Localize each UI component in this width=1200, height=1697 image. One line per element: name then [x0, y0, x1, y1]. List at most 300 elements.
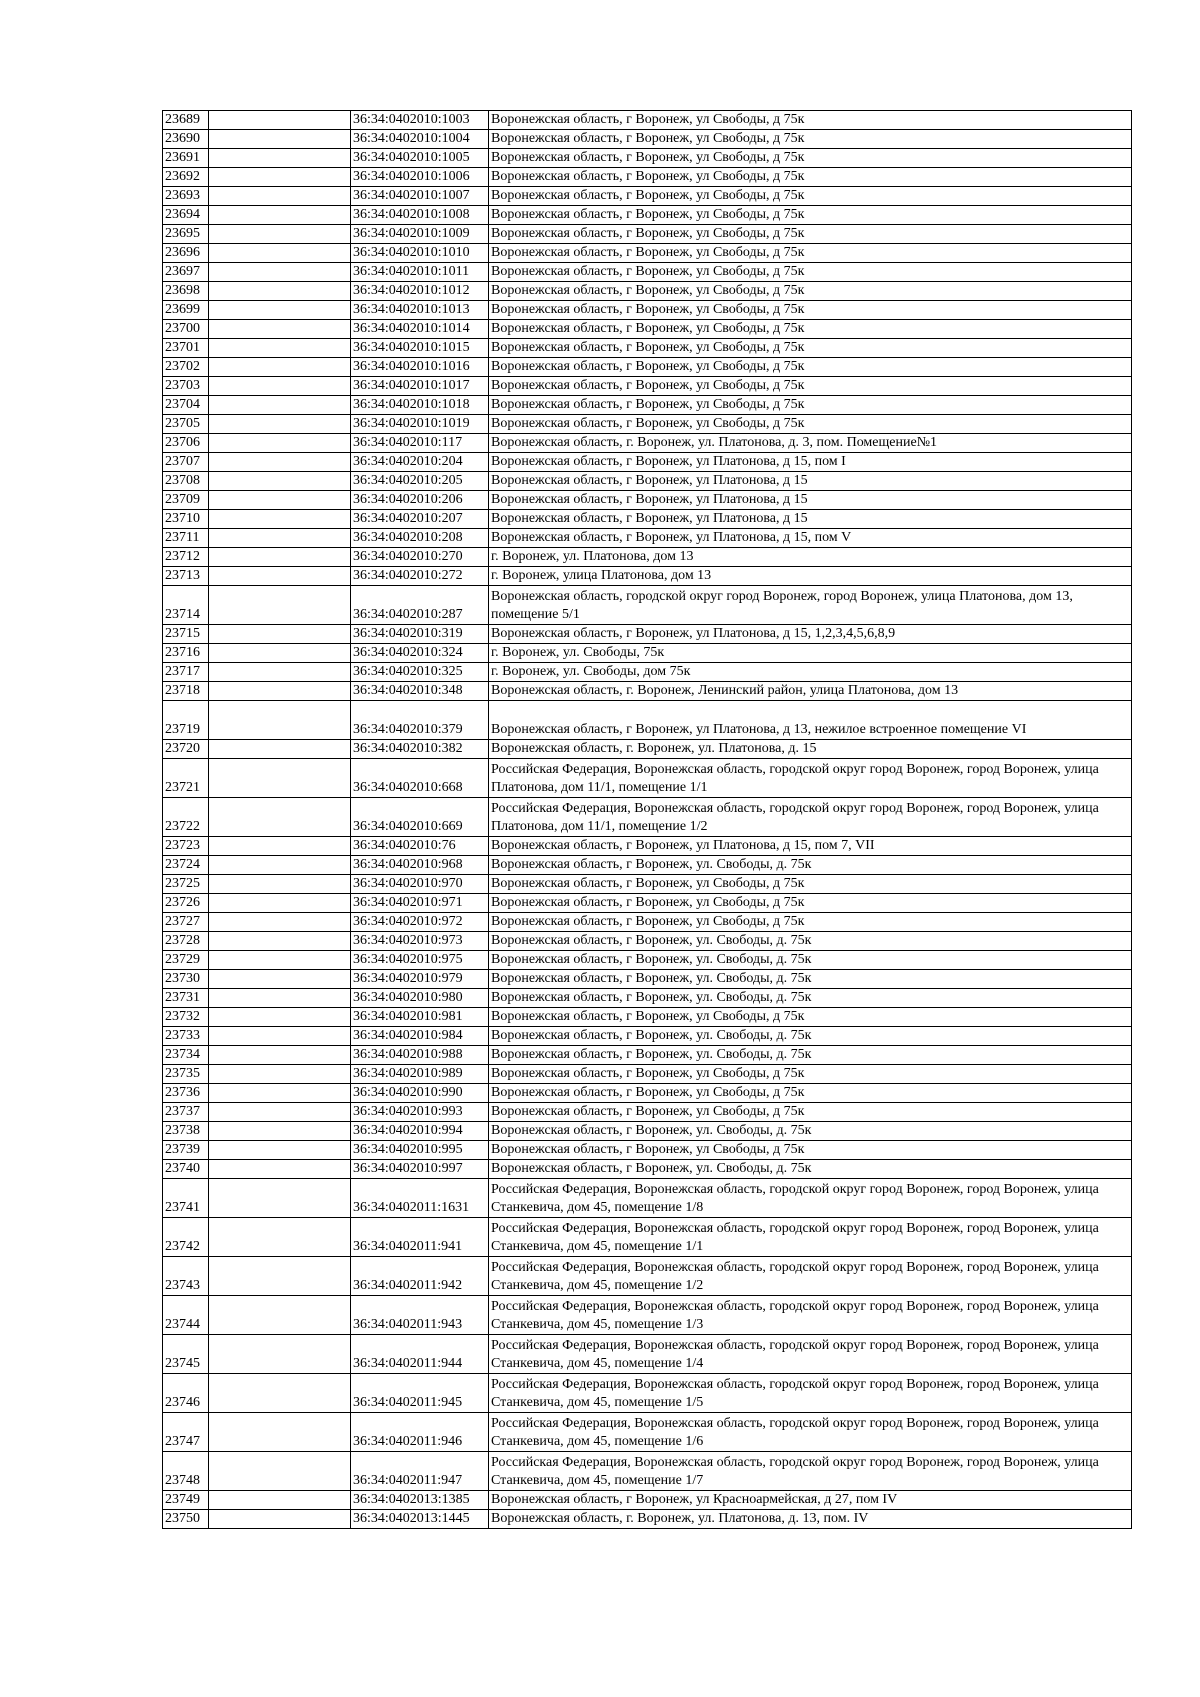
table-row	[163, 510, 1132, 529]
address-cell: Воронежская область, г Воронеж, ул Свободы, д 75к	[489, 244, 1132, 263]
empty-cell	[209, 970, 351, 989]
empty-cell	[209, 415, 351, 434]
address-cell: Воронежская область, г Воронеж, ул Свободы, д 75к	[489, 358, 1132, 377]
cadastral-number-cell: 36:34:0402010:325	[351, 663, 489, 682]
address-cell: Российская Федерация, Воронежская область, городской округ город Воронеж, город Воронеж, улица Станкевича, дом 45, помещение 1/4	[489, 1335, 1132, 1374]
table-row	[163, 1335, 1132, 1374]
cadastral-number-cell: 36:34:0402010:980	[351, 989, 489, 1008]
row-number-cell: 23734	[163, 1046, 209, 1065]
cadastral-number-cell: 36:34:0402010:1013	[351, 301, 489, 320]
cadastral-number-cell: 36:34:0402010:205	[351, 472, 489, 491]
empty-cell	[209, 701, 351, 740]
address-cell: Воронежская область, г Воронеж, ул. Свободы, д. 75к	[489, 989, 1132, 1008]
address-cell: Воронежская область, г Воронеж, ул Свободы, д 75к	[489, 130, 1132, 149]
address-cell: Воронежская область, г Воронеж, ул Свободы, д 75к	[489, 396, 1132, 415]
empty-cell	[209, 282, 351, 301]
row-number-cell: 23710	[163, 510, 209, 529]
cadastral-number-cell: 36:34:0402013:1385	[351, 1491, 489, 1510]
cadastral-number-cell: 36:34:0402010:1004	[351, 130, 489, 149]
cadastral-number-cell: 36:34:0402010:1006	[351, 168, 489, 187]
address-cell: Воронежская область, г. Воронеж, Ленинский район, улица Платонова, дом 13	[489, 682, 1132, 701]
cadastral-number-cell: 36:34:0402010:1017	[351, 377, 489, 396]
address-cell: Воронежская область, г Воронеж, ул Платонова, д 15, пом I	[489, 453, 1132, 472]
address-cell: Воронежская область, г Воронеж, ул. Свободы, д. 75к	[489, 856, 1132, 875]
address-cell: Воронежская область, г Воронеж, ул Свободы, д 75к	[489, 301, 1132, 320]
empty-cell	[209, 1452, 351, 1491]
empty-cell	[209, 1218, 351, 1257]
table-row	[163, 1103, 1132, 1122]
empty-cell	[209, 1296, 351, 1335]
table-row	[163, 415, 1132, 434]
address-cell: Воронежская область, городской округ город Воронеж, город Воронеж, улица Платонова, дом 13, помещение 5/1	[489, 586, 1132, 625]
row-number-cell: 23732	[163, 1008, 209, 1027]
address-cell: г. Воронеж, ул. Платонова, дом 13	[489, 548, 1132, 567]
row-number-cell: 23707	[163, 453, 209, 472]
row-number-cell: 23722	[163, 798, 209, 837]
cadastral-number-cell: 36:34:0402010:669	[351, 798, 489, 837]
address-cell: Российская Федерация, Воронежская область, городской округ город Воронеж, город Воронеж, улица Платонова, дом 11/1, помещение 1/1	[489, 759, 1132, 798]
empty-cell	[209, 1046, 351, 1065]
address-cell: Воронежская область, г Воронеж, ул Свободы, д 75к	[489, 225, 1132, 244]
table-row	[163, 1413, 1132, 1452]
cadastral-number-cell: 36:34:0402011:941	[351, 1218, 489, 1257]
table-row	[163, 682, 1132, 701]
cadastral-number-cell: 36:34:0402010:971	[351, 894, 489, 913]
table-row	[163, 149, 1132, 168]
address-cell: Воронежская область, г Воронеж, ул Свободы, д 75к	[489, 339, 1132, 358]
empty-cell	[209, 472, 351, 491]
row-number-cell: 23746	[163, 1374, 209, 1413]
address-cell: Воронежская область, г Воронеж, ул. Свободы, д. 75к	[489, 1122, 1132, 1141]
empty-cell	[209, 1510, 351, 1529]
address-cell: Российская Федерация, Воронежская область, городской округ город Воронеж, город Воронеж, улица Станкевича, дом 45, помещение 1/6	[489, 1413, 1132, 1452]
address-cell: Воронежская область, г Воронеж, ул Свободы, д 75к	[489, 377, 1132, 396]
row-number-cell: 23702	[163, 358, 209, 377]
row-number-cell: 23719	[163, 701, 209, 740]
empty-cell	[209, 358, 351, 377]
empty-cell	[209, 1257, 351, 1296]
address-cell: Воронежская область, г Воронеж, ул Платонова, д 15, 1,2,3,4,5,6,8,9	[489, 625, 1132, 644]
empty-cell	[209, 206, 351, 225]
row-number-cell: 23693	[163, 187, 209, 206]
empty-cell	[209, 567, 351, 586]
address-cell: Воронежская область, г Воронеж, ул Свободы, д 75к	[489, 415, 1132, 434]
cadastral-number-cell: 36:34:0402010:973	[351, 932, 489, 951]
address-cell: Воронежская область, г Воронеж, ул Свободы, д 75к	[489, 320, 1132, 339]
empty-cell	[209, 837, 351, 856]
row-number-cell: 23726	[163, 894, 209, 913]
table-row	[163, 875, 1132, 894]
empty-cell	[209, 1084, 351, 1103]
cadastral-number-cell: 36:34:0402010:1009	[351, 225, 489, 244]
row-number-cell: 23694	[163, 206, 209, 225]
cadastral-number-cell: 36:34:0402010:1008	[351, 206, 489, 225]
registry-table	[162, 110, 1132, 1529]
address-cell: Воронежская область, г Воронеж, ул Свободы, д 75к	[489, 875, 1132, 894]
row-number-cell: 23692	[163, 168, 209, 187]
cadastral-number-cell: 36:34:0402010:968	[351, 856, 489, 875]
cadastral-number-cell: 36:34:0402010:1007	[351, 187, 489, 206]
address-cell: Воронежская область, г Воронеж, ул Платонова, д 15	[489, 510, 1132, 529]
row-number-cell: 23701	[163, 339, 209, 358]
table-row	[163, 206, 1132, 225]
row-number-cell: 23696	[163, 244, 209, 263]
cadastral-number-cell: 36:34:0402011:944	[351, 1335, 489, 1374]
empty-cell	[209, 932, 351, 951]
table-row	[163, 567, 1132, 586]
row-number-cell: 23729	[163, 951, 209, 970]
empty-cell	[209, 1141, 351, 1160]
empty-cell	[209, 225, 351, 244]
empty-cell	[209, 510, 351, 529]
table-row	[163, 225, 1132, 244]
cadastral-number-cell: 36:34:0402011:943	[351, 1296, 489, 1335]
row-number-cell: 23736	[163, 1084, 209, 1103]
address-cell: Воронежская область, г Воронеж, ул Свободы, д 75к	[489, 187, 1132, 206]
cadastral-number-cell: 36:34:0402010:382	[351, 740, 489, 759]
cadastral-number-cell: 36:34:0402010:208	[351, 529, 489, 548]
empty-cell	[209, 644, 351, 663]
row-number-cell: 23745	[163, 1335, 209, 1374]
table-row	[163, 856, 1132, 875]
row-number-cell: 23737	[163, 1103, 209, 1122]
cadastral-number-cell: 36:34:0402010:970	[351, 875, 489, 894]
table-row	[163, 1218, 1132, 1257]
table-row	[163, 837, 1132, 856]
address-cell: Воронежская область, г Воронеж, ул Свободы, д 75к	[489, 168, 1132, 187]
empty-cell	[209, 111, 351, 130]
address-cell: Воронежская область, г Воронеж, ул. Свободы, д. 75к	[489, 932, 1132, 951]
table-row	[163, 377, 1132, 396]
table-row	[163, 1065, 1132, 1084]
cadastral-number-cell: 36:34:0402010:994	[351, 1122, 489, 1141]
address-cell: Воронежская область, г Воронеж, ул. Свободы, д. 75к	[489, 951, 1132, 970]
empty-cell	[209, 875, 351, 894]
cadastral-number-cell: 36:34:0402013:1445	[351, 1510, 489, 1529]
empty-cell	[209, 301, 351, 320]
cadastral-number-cell: 36:34:0402010:207	[351, 510, 489, 529]
cadastral-number-cell: 36:34:0402010:995	[351, 1141, 489, 1160]
table-row	[163, 1257, 1132, 1296]
table-row	[163, 168, 1132, 187]
cadastral-number-cell: 36:34:0402010:324	[351, 644, 489, 663]
row-number-cell: 23689	[163, 111, 209, 130]
cadastral-number-cell: 36:34:0402010:668	[351, 759, 489, 798]
row-number-cell: 23691	[163, 149, 209, 168]
table-row	[163, 548, 1132, 567]
table-row	[163, 301, 1132, 320]
table-row	[163, 1160, 1132, 1179]
row-number-cell: 23749	[163, 1491, 209, 1510]
table-row	[163, 1122, 1132, 1141]
address-cell: Воронежская область, г Воронеж, ул Свободы, д 75к	[489, 913, 1132, 932]
cadastral-number-cell: 36:34:0402010:989	[351, 1065, 489, 1084]
empty-cell	[209, 529, 351, 548]
empty-cell	[209, 913, 351, 932]
row-number-cell: 23747	[163, 1413, 209, 1452]
cadastral-number-cell: 36:34:0402010:287	[351, 586, 489, 625]
table-row	[163, 759, 1132, 798]
address-cell: Российская Федерация, Воронежская область, городской округ город Воронеж, город Воронеж, улица Станкевича, дом 45, помещение 1/8	[489, 1179, 1132, 1218]
address-cell: Российская Федерация, Воронежская область, городской округ город Воронеж, город Воронеж, улица Станкевича, дом 45, помещение 1/1	[489, 1218, 1132, 1257]
address-cell: Воронежская область, г Воронеж, ул Свободы, д 75к	[489, 111, 1132, 130]
cadastral-number-cell: 36:34:0402010:1019	[351, 415, 489, 434]
row-number-cell: 23714	[163, 586, 209, 625]
table-row	[163, 130, 1132, 149]
address-cell: г. Воронеж, ул. Свободы, дом 75к	[489, 663, 1132, 682]
cadastral-number-cell: 36:34:0402010:988	[351, 1046, 489, 1065]
table-row	[163, 951, 1132, 970]
address-cell: Воронежская область, г Воронеж, ул. Свободы, д. 75к	[489, 1027, 1132, 1046]
empty-cell	[209, 149, 351, 168]
table-row	[163, 187, 1132, 206]
address-cell: Воронежская область, г Воронеж, ул Свободы, д 75к	[489, 149, 1132, 168]
table-row	[163, 263, 1132, 282]
empty-cell	[209, 798, 351, 837]
empty-cell	[209, 1335, 351, 1374]
empty-cell	[209, 1179, 351, 1218]
cadastral-number-cell: 36:34:0402010:997	[351, 1160, 489, 1179]
table-row	[163, 644, 1132, 663]
table-row	[163, 1452, 1132, 1491]
row-number-cell: 23695	[163, 225, 209, 244]
empty-cell	[209, 894, 351, 913]
cadastral-number-cell: 36:34:0402010:270	[351, 548, 489, 567]
row-number-cell: 23690	[163, 130, 209, 149]
row-number-cell: 23724	[163, 856, 209, 875]
row-number-cell: 23750	[163, 1510, 209, 1529]
row-number-cell: 23712	[163, 548, 209, 567]
table-row	[163, 1510, 1132, 1529]
table-row	[163, 913, 1132, 932]
row-number-cell: 23723	[163, 837, 209, 856]
table-row	[163, 320, 1132, 339]
cadastral-number-cell: 36:34:0402010:975	[351, 951, 489, 970]
empty-cell	[209, 187, 351, 206]
empty-cell	[209, 1008, 351, 1027]
table-row	[163, 970, 1132, 989]
row-number-cell: 23744	[163, 1296, 209, 1335]
table-row	[163, 701, 1132, 740]
row-number-cell: 23743	[163, 1257, 209, 1296]
cadastral-number-cell: 36:34:0402010:206	[351, 491, 489, 510]
cadastral-number-cell: 36:34:0402010:979	[351, 970, 489, 989]
empty-cell	[209, 1122, 351, 1141]
row-number-cell: 23739	[163, 1141, 209, 1160]
cadastral-number-cell: 36:34:0402010:990	[351, 1084, 489, 1103]
row-number-cell: 23715	[163, 625, 209, 644]
empty-cell	[209, 491, 351, 510]
table-row	[163, 472, 1132, 491]
address-cell: Воронежская область, г Воронеж, ул Платонова, д 15, пом 7, VII	[489, 837, 1132, 856]
row-number-cell: 23720	[163, 740, 209, 759]
row-number-cell: 23733	[163, 1027, 209, 1046]
empty-cell	[209, 244, 351, 263]
table-row	[163, 1141, 1132, 1160]
table-row	[163, 663, 1132, 682]
address-cell: Воронежская область, г Воронеж, ул Свободы, д 75к	[489, 1008, 1132, 1027]
empty-cell	[209, 1491, 351, 1510]
table-row	[163, 453, 1132, 472]
cadastral-number-cell: 36:34:0402010:76	[351, 837, 489, 856]
table-row	[163, 1046, 1132, 1065]
table-row	[163, 434, 1132, 453]
empty-cell	[209, 339, 351, 358]
empty-cell	[209, 1160, 351, 1179]
cadastral-number-cell: 36:34:0402010:981	[351, 1008, 489, 1027]
empty-cell	[209, 1374, 351, 1413]
table-row	[163, 244, 1132, 263]
address-cell: г. Воронеж, ул. Свободы, 75к	[489, 644, 1132, 663]
cadastral-number-cell: 36:34:0402010:117	[351, 434, 489, 453]
address-cell: Воронежская область, г Воронеж, ул Свободы, д 75к	[489, 206, 1132, 225]
row-number-cell: 23742	[163, 1218, 209, 1257]
row-number-cell: 23706	[163, 434, 209, 453]
row-number-cell: 23730	[163, 970, 209, 989]
empty-cell	[209, 1027, 351, 1046]
row-number-cell: 23738	[163, 1122, 209, 1141]
cadastral-number-cell: 36:34:0402011:942	[351, 1257, 489, 1296]
row-number-cell: 23703	[163, 377, 209, 396]
cadastral-number-cell: 36:34:0402010:1003	[351, 111, 489, 130]
row-number-cell: 23741	[163, 1179, 209, 1218]
row-number-cell: 23748	[163, 1452, 209, 1491]
table-row	[163, 1491, 1132, 1510]
row-number-cell: 23735	[163, 1065, 209, 1084]
address-cell: г. Воронеж, улица Платонова, дом 13	[489, 567, 1132, 586]
table-row	[163, 282, 1132, 301]
cadastral-number-cell: 36:34:0402010:1016	[351, 358, 489, 377]
address-cell: Российская Федерация, Воронежская область, городской округ город Воронеж, город Воронеж, улица Платонова, дом 11/1, помещение 1/2	[489, 798, 1132, 837]
empty-cell	[209, 625, 351, 644]
table-row	[163, 740, 1132, 759]
address-cell: Воронежская область, г Воронеж, ул Свободы, д 75к	[489, 894, 1132, 913]
empty-cell	[209, 396, 351, 415]
address-cell: Российская Федерация, Воронежская область, городской округ город Воронеж, город Воронеж, улица Станкевича, дом 45, помещение 1/5	[489, 1374, 1132, 1413]
row-number-cell: 23709	[163, 491, 209, 510]
row-number-cell: 23705	[163, 415, 209, 434]
row-number-cell: 23697	[163, 263, 209, 282]
address-cell: Воронежская область, г Воронеж, ул. Свободы, д. 75к	[489, 1046, 1132, 1065]
cadastral-number-cell: 36:34:0402011:1631	[351, 1179, 489, 1218]
row-number-cell: 23700	[163, 320, 209, 339]
row-number-cell: 23699	[163, 301, 209, 320]
row-number-cell: 23711	[163, 529, 209, 548]
table-row	[163, 625, 1132, 644]
table-row	[163, 1296, 1132, 1335]
table-row	[163, 894, 1132, 913]
row-number-cell: 23740	[163, 1160, 209, 1179]
table-row	[163, 1084, 1132, 1103]
empty-cell	[209, 682, 351, 701]
address-cell: Воронежская область, г Воронеж, ул Платонова, д 15	[489, 491, 1132, 510]
empty-cell	[209, 989, 351, 1008]
address-cell: Воронежская область, г. Воронеж, ул. Платонова, д. 15	[489, 740, 1132, 759]
row-number-cell: 23727	[163, 913, 209, 932]
empty-cell	[209, 453, 351, 472]
address-cell: Воронежская область, г Воронеж, ул Платонова, д 15, пом V	[489, 529, 1132, 548]
cadastral-number-cell: 36:34:0402010:379	[351, 701, 489, 740]
table-row	[163, 989, 1132, 1008]
row-number-cell: 23725	[163, 875, 209, 894]
empty-cell	[209, 663, 351, 682]
empty-cell	[209, 759, 351, 798]
address-cell: Воронежская область, г Воронеж, ул Свободы, д 75к	[489, 282, 1132, 301]
empty-cell	[209, 951, 351, 970]
cadastral-number-cell: 36:34:0402011:946	[351, 1413, 489, 1452]
table-row	[163, 798, 1132, 837]
address-cell: Воронежская область, г Воронеж, ул Платонова, д 13, нежилое встроенное помещение VI	[489, 701, 1132, 740]
table-row	[163, 1179, 1132, 1218]
address-cell: Воронежская область, г Воронеж, ул. Свободы, д. 75к	[489, 1160, 1132, 1179]
address-cell: Воронежская область, г Воронеж, ул Свободы, д 75к	[489, 1084, 1132, 1103]
table-row	[163, 111, 1132, 130]
row-number-cell: 23698	[163, 282, 209, 301]
address-cell: Воронежская область, г Воронеж, ул Свободы, д 75к	[489, 1103, 1132, 1122]
row-number-cell: 23728	[163, 932, 209, 951]
registry-table-body	[163, 111, 1132, 1529]
empty-cell	[209, 856, 351, 875]
table-row	[163, 1374, 1132, 1413]
empty-cell	[209, 1065, 351, 1084]
empty-cell	[209, 168, 351, 187]
row-number-cell: 23716	[163, 644, 209, 663]
cadastral-number-cell: 36:34:0402011:947	[351, 1452, 489, 1491]
table-row	[163, 586, 1132, 625]
cadastral-number-cell: 36:34:0402010:348	[351, 682, 489, 701]
address-cell: Воронежская область, г Воронеж, ул Платонова, д 15	[489, 472, 1132, 491]
empty-cell	[209, 1413, 351, 1452]
empty-cell	[209, 1103, 351, 1122]
address-cell: Воронежская область, г Воронеж, ул. Свободы, д. 75к	[489, 970, 1132, 989]
cadastral-number-cell: 36:34:0402010:1015	[351, 339, 489, 358]
table-row	[163, 396, 1132, 415]
address-cell: Воронежская область, г. Воронеж, ул. Платонова, д. 3, пом. Помещение№1	[489, 434, 1132, 453]
empty-cell	[209, 320, 351, 339]
address-cell: Российская Федерация, Воронежская область, городской округ город Воронеж, город Воронеж, улица Станкевича, дом 45, помещение 1/3	[489, 1296, 1132, 1335]
row-number-cell: 23713	[163, 567, 209, 586]
cadastral-number-cell: 36:34:0402010:993	[351, 1103, 489, 1122]
table-row	[163, 339, 1132, 358]
address-cell: Российская Федерация, Воронежская область, городской округ город Воронеж, город Воронеж, улица Станкевича, дом 45, помещение 1/2	[489, 1257, 1132, 1296]
address-cell: Воронежская область, г Воронеж, ул Свободы, д 75к	[489, 1065, 1132, 1084]
cadastral-number-cell: 36:34:0402010:1010	[351, 244, 489, 263]
table-row	[163, 1008, 1132, 1027]
table-row	[163, 932, 1132, 951]
row-number-cell: 23718	[163, 682, 209, 701]
table-row	[163, 529, 1132, 548]
empty-cell	[209, 740, 351, 759]
empty-cell	[209, 377, 351, 396]
row-number-cell: 23731	[163, 989, 209, 1008]
empty-cell	[209, 548, 351, 567]
cadastral-number-cell: 36:34:0402011:945	[351, 1374, 489, 1413]
table-row	[163, 491, 1132, 510]
cadastral-number-cell: 36:34:0402010:1014	[351, 320, 489, 339]
row-number-cell: 23708	[163, 472, 209, 491]
cadastral-number-cell: 36:34:0402010:1018	[351, 396, 489, 415]
address-cell: Воронежская область, г Воронеж, ул Красноармейская, д 27, пом IV	[489, 1491, 1132, 1510]
cadastral-number-cell: 36:34:0402010:1005	[351, 149, 489, 168]
empty-cell	[209, 130, 351, 149]
address-cell: Воронежская область, г Воронеж, ул Свободы, д 75к	[489, 263, 1132, 282]
empty-cell	[209, 263, 351, 282]
row-number-cell: 23721	[163, 759, 209, 798]
address-cell: Воронежская область, г. Воронеж, ул. Платонова, д. 13, пом. IV	[489, 1510, 1132, 1529]
cadastral-number-cell: 36:34:0402010:984	[351, 1027, 489, 1046]
cadastral-number-cell: 36:34:0402010:1012	[351, 282, 489, 301]
cadastral-number-cell: 36:34:0402010:204	[351, 453, 489, 472]
